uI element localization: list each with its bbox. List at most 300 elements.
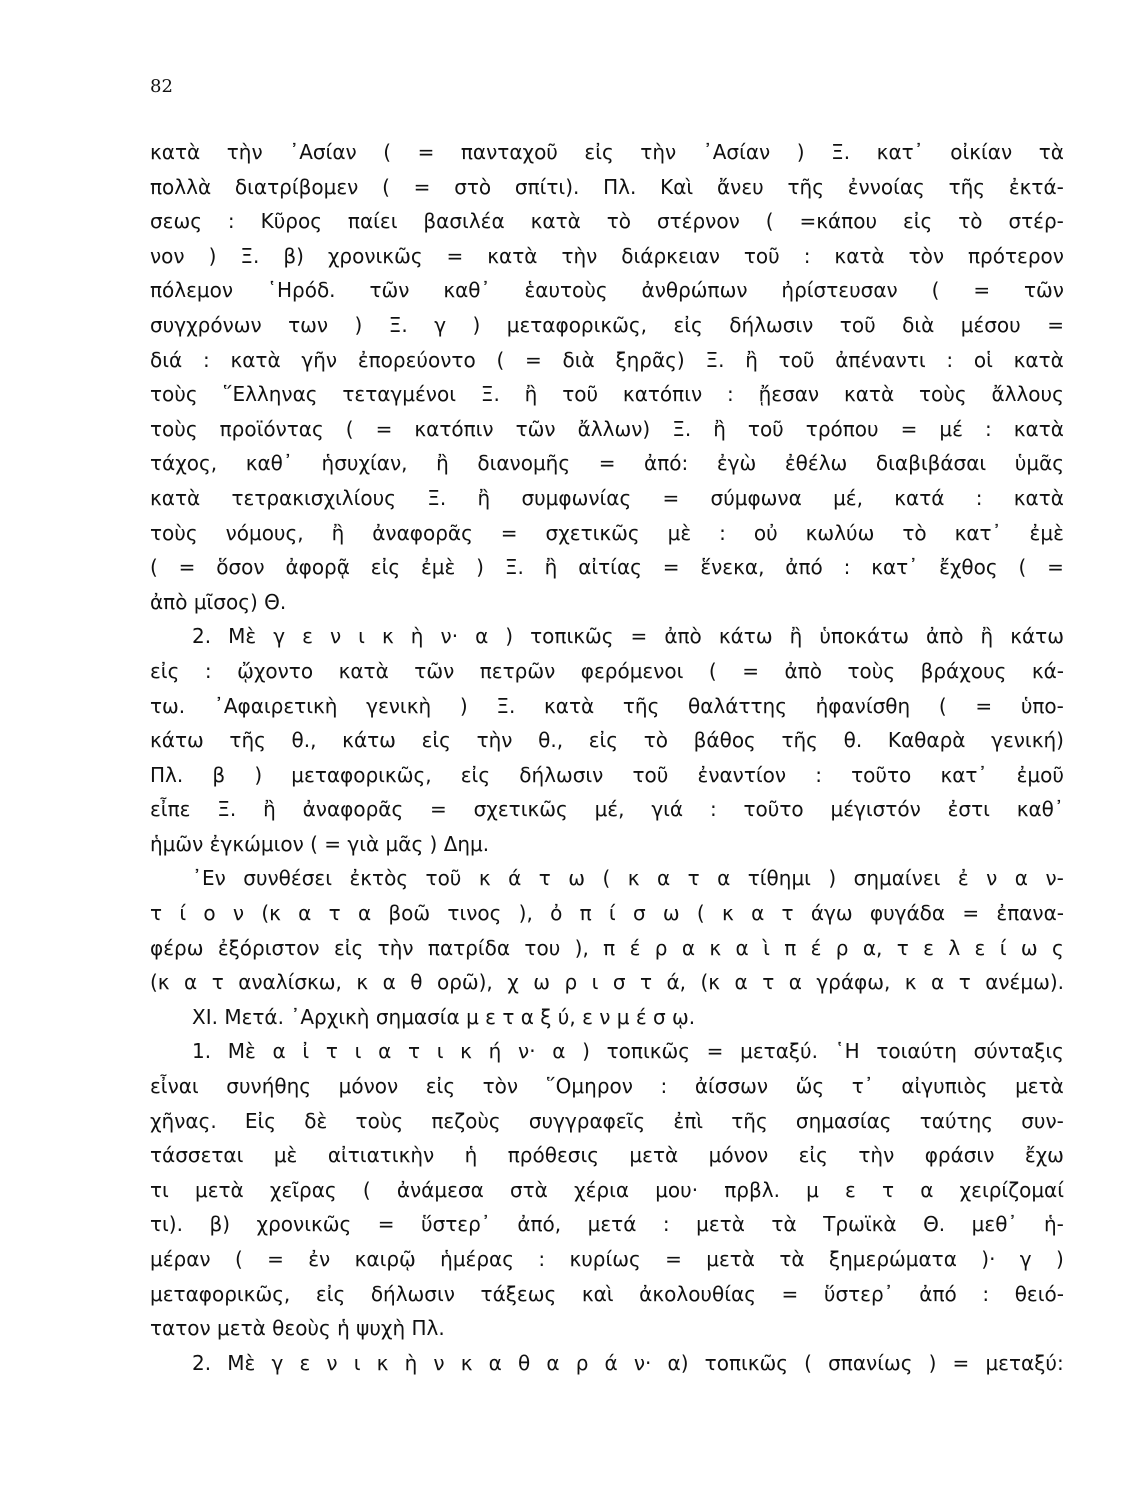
text-line	[150, 827, 1064, 862]
word: γ	[1019, 1247, 1032, 1271]
word: ἀφορᾷ	[285, 555, 350, 580]
word: =	[598, 451, 616, 476]
word: τῆς	[731, 1108, 768, 1133]
word: εἰς	[333, 935, 364, 960]
word: τῆς	[781, 728, 818, 753]
word: ν	[232, 901, 245, 926]
word: ι	[436, 1039, 444, 1064]
word: α	[681, 935, 695, 960]
word: α	[788, 970, 802, 995]
word: ἠρίστευσαν	[781, 278, 898, 303]
word: κ	[478, 866, 491, 891]
word: κ	[356, 970, 369, 995]
word: μόνον	[338, 1074, 399, 1099]
word: κ	[460, 1039, 472, 1064]
word: ί	[608, 901, 616, 926]
word: ἀπό	[919, 1281, 957, 1306]
word: =	[962, 901, 980, 926]
word: 1.	[192, 1039, 212, 1064]
word: =	[973, 278, 991, 303]
word: μὲ	[273, 1143, 298, 1168]
word: κατά	[894, 485, 945, 510]
word: ρ	[654, 935, 668, 960]
word: τινος	[447, 901, 502, 926]
word: ἀπὸ	[925, 624, 964, 649]
word: Ξ.	[672, 416, 692, 441]
word: ἔχω	[1024, 1143, 1064, 1168]
text-line	[150, 1207, 1064, 1242]
word: Πλ.	[150, 762, 184, 787]
word: :	[984, 416, 992, 441]
word: ω	[568, 866, 585, 891]
word: μετὰ	[194, 1177, 244, 1202]
word: εἶναι	[150, 1074, 199, 1099]
word: ο	[203, 901, 216, 926]
word: Θ.	[923, 1212, 946, 1237]
word: σημασίας	[795, 1108, 892, 1133]
word: μεταξύ.	[740, 1039, 818, 1064]
word: μόνον	[708, 1143, 769, 1168]
text-line	[150, 931, 1064, 966]
word: φερόμενοι	[580, 658, 684, 683]
word: διὰ	[902, 312, 935, 337]
word: τ	[328, 901, 341, 926]
word: ω	[533, 970, 551, 995]
word: α	[546, 1350, 560, 1375]
text-line	[150, 792, 1064, 827]
word: ἄνευ	[716, 174, 764, 199]
word: κάτω	[718, 624, 773, 649]
word: ν-	[1045, 866, 1064, 891]
word: τὴν	[226, 140, 263, 164]
text-line	[150, 1277, 1064, 1312]
word: ι	[358, 624, 365, 649]
word: εἰς	[150, 658, 180, 683]
word: γενική)	[991, 728, 1064, 753]
word: συνήθης	[226, 1074, 312, 1099]
word: ),	[574, 935, 589, 960]
word: τοῦτο	[851, 762, 912, 787]
text-line	[150, 965, 1064, 1000]
word: πετρῶν	[479, 658, 556, 683]
word: θ.,	[291, 728, 317, 753]
word: γῆν	[301, 347, 338, 372]
word: )·	[981, 1247, 996, 1271]
word: (	[804, 1350, 812, 1375]
word: γράφω,	[816, 970, 891, 995]
word: :	[982, 1281, 990, 1306]
word: τίθημι	[747, 866, 811, 891]
word: ι	[354, 1039, 362, 1064]
word: τοῦ	[562, 382, 599, 407]
word: τὸ	[958, 209, 983, 234]
word: Καὶ	[660, 174, 694, 199]
word: ἢ	[477, 485, 491, 510]
word: κατ᾿	[954, 520, 1002, 545]
word: τοὺς	[355, 1108, 404, 1133]
word: =	[500, 520, 518, 545]
word: οὐ	[753, 520, 778, 545]
word: σχετικῶς	[473, 797, 568, 822]
word: α	[735, 935, 749, 960]
word: μέ,	[833, 485, 863, 510]
word: στὸ	[454, 174, 492, 199]
text-line	[150, 343, 1064, 378]
word: τὸ	[902, 520, 927, 545]
word: α	[734, 970, 748, 995]
word: Μὲ	[227, 1039, 256, 1064]
word: ν	[329, 624, 342, 649]
word: ᾔεσαν	[758, 382, 820, 407]
word: κατὰ	[338, 658, 389, 683]
word: μέραν	[150, 1247, 211, 1271]
word: στὰ	[509, 1177, 548, 1202]
word: κατὰ	[834, 243, 885, 268]
text-line	[150, 135, 1064, 170]
word: σπανίως	[828, 1350, 913, 1375]
word: πρβλ.	[724, 1177, 780, 1202]
word: τ	[882, 1177, 895, 1202]
word: κατὰ	[1013, 416, 1064, 441]
word: ν·	[440, 624, 459, 649]
text-line	[150, 1104, 1064, 1139]
word: βοῶ	[388, 901, 431, 926]
word: συγχρόνων	[150, 312, 262, 337]
word: τὴν	[561, 243, 598, 268]
word: β)	[283, 243, 304, 268]
text-line-content: τατον μετὰ θεοὺς ἡ ψυχὴ Πλ.	[150, 1316, 445, 1341]
word: τὸ	[606, 209, 632, 234]
word: γ	[434, 312, 447, 337]
word: του	[524, 935, 561, 960]
text-line	[150, 1000, 1064, 1035]
word: τοῦτο	[743, 797, 804, 822]
word: ἐστι	[947, 797, 990, 822]
word: Ξ.	[240, 243, 260, 268]
text-line	[150, 412, 1064, 447]
word: ί	[999, 935, 1007, 960]
word: ε	[845, 1177, 856, 1202]
word: (	[383, 140, 392, 164]
word: σπίτι).	[514, 174, 580, 199]
word: τῶν	[369, 278, 410, 303]
word: σύμφωνα	[710, 485, 802, 510]
word: ε	[302, 624, 313, 649]
word: )	[254, 762, 263, 787]
word: τρόπου	[805, 416, 879, 441]
word: ἢ	[544, 555, 558, 580]
text-line-content: ἀπὸ μῖσος) Θ.	[150, 589, 287, 614]
word: α	[382, 970, 396, 995]
text-line	[150, 308, 1064, 343]
text-line	[150, 516, 1064, 551]
word: ),	[518, 901, 533, 926]
text-line	[150, 723, 1064, 758]
word: ἄλλων)	[577, 416, 651, 441]
word: (	[765, 209, 774, 234]
word: :	[719, 520, 726, 545]
word: σ	[612, 970, 626, 995]
word: ᾤχοντο	[237, 658, 314, 683]
word: τ	[896, 935, 909, 960]
word: οἱ	[973, 347, 993, 372]
text-line	[150, 481, 1064, 516]
word: σύνταξις	[973, 1039, 1064, 1064]
word: (	[150, 555, 158, 580]
word: μ	[806, 1177, 819, 1202]
word: ῾Η	[834, 1039, 860, 1064]
word: διά	[150, 347, 183, 372]
word: τὸν	[482, 1074, 519, 1099]
word: κάτω	[1010, 624, 1064, 649]
word: τ	[211, 970, 224, 995]
word: (	[938, 693, 947, 718]
text-line	[150, 896, 1064, 931]
word: χρονικῶς	[327, 243, 423, 268]
word: κ	[722, 901, 734, 926]
word: ἀπὸ	[784, 658, 822, 683]
word: κατόπιν	[414, 416, 494, 441]
word: καὶ	[581, 1281, 614, 1306]
word: καιρῷ	[354, 1247, 416, 1271]
word: Ξ.	[504, 555, 524, 580]
word: ἰ	[302, 1039, 310, 1064]
word: τὰ	[771, 1212, 797, 1237]
word: τοὺς	[919, 382, 967, 407]
word: :	[803, 243, 811, 268]
word: α	[552, 1039, 566, 1064]
word: )	[476, 555, 484, 580]
word: (κ	[150, 970, 170, 995]
text-line-content: ἡμῶν ἐγκώμιον ( = γιὰ μᾶς ) Δημ.	[150, 831, 490, 856]
word: κ	[460, 1350, 473, 1375]
word: στέρ-	[1008, 209, 1064, 234]
word: :	[843, 555, 851, 580]
word: ν·	[518, 1039, 536, 1064]
word: ῞Ελληνας	[222, 382, 318, 407]
word: τ	[325, 1039, 338, 1064]
word: τεταγμένοι	[342, 382, 456, 407]
word: δὲ	[304, 1108, 328, 1133]
word: ἔχθος	[939, 555, 998, 580]
word: ῾Ηρόδ.	[266, 278, 336, 303]
word: κατ᾿	[876, 140, 924, 164]
word: τὸ	[643, 728, 668, 753]
page-number: 82	[150, 76, 173, 97]
word: )	[928, 1350, 937, 1375]
word: τάσσεται	[150, 1143, 244, 1168]
word: ι	[591, 970, 599, 995]
word: (	[708, 658, 717, 683]
word: τοὺς	[150, 382, 198, 407]
word: α	[751, 901, 765, 926]
word: ω	[662, 901, 680, 926]
word: τῶν	[414, 658, 455, 683]
word: ἐθέλω	[784, 451, 848, 476]
word: βράχους	[920, 658, 1007, 683]
word: μέγιστόν	[830, 797, 921, 822]
word: τ᾿	[851, 1074, 874, 1099]
word: ῞Ομηρον	[545, 1074, 633, 1099]
text-line	[150, 1346, 1064, 1381]
word: τῆς	[948, 174, 986, 199]
word: ἐπανα-	[996, 901, 1064, 926]
word: τοῦ	[747, 416, 784, 441]
word: α	[717, 866, 731, 891]
word: ὕστερ᾿	[823, 1281, 894, 1306]
word: =	[1047, 312, 1064, 337]
word: κατὰ	[150, 140, 201, 164]
word: θειό-	[1014, 1281, 1064, 1306]
word: τοῦ	[632, 762, 669, 787]
word: ι	[353, 1350, 361, 1375]
word: καθ᾿	[245, 451, 293, 476]
word: τοπικῶς	[530, 624, 614, 649]
word: μου·	[655, 1177, 699, 1202]
word: χῆνας.	[150, 1108, 217, 1133]
word: τοῦ	[425, 866, 462, 891]
word: φράσιν	[924, 1143, 995, 1168]
word: ς	[1051, 935, 1064, 960]
word: ἐξόριστον	[217, 935, 320, 960]
word: α	[931, 970, 945, 995]
body-text	[150, 135, 1064, 1380]
word: πόλεμον	[150, 278, 234, 303]
word: κατ᾿	[940, 762, 988, 787]
word: α	[920, 1177, 934, 1202]
word: κατὰ	[487, 243, 538, 268]
word: πεζοὺς	[431, 1108, 501, 1133]
word: )	[505, 624, 514, 649]
word: κωλύω	[805, 520, 875, 545]
word: κάτω	[150, 728, 204, 753]
word: ἄλλους	[991, 382, 1064, 407]
word: χ	[507, 970, 519, 995]
word: )	[796, 140, 805, 164]
word: γ	[271, 1350, 284, 1375]
word: ἐπορεύοντο	[357, 347, 476, 372]
word: χέρια	[574, 1177, 630, 1202]
word: )	[582, 1039, 590, 1064]
word: Μὲ	[228, 624, 257, 649]
word: π	[784, 935, 797, 960]
word: μεθ᾿	[971, 1212, 1018, 1237]
word: οἰκίαν	[950, 140, 1013, 164]
word: τοιαύτη	[876, 1039, 957, 1064]
word: )	[1056, 1247, 1064, 1271]
word: τ	[640, 970, 653, 995]
word: γ	[273, 624, 286, 649]
word: σχετικῶς	[545, 520, 640, 545]
word: ᾿Αφαιρετικὴ	[213, 693, 338, 718]
word: βασιλέα	[423, 209, 505, 234]
word: τ	[538, 866, 551, 891]
word: ἀνάμεσα	[396, 1177, 484, 1202]
word: λ	[948, 935, 961, 960]
word: τὰ	[1038, 140, 1064, 164]
word: φέρω	[150, 935, 204, 960]
word: α	[475, 624, 489, 649]
word: ἢ	[263, 797, 276, 822]
word: ὑπο-	[1020, 693, 1064, 718]
word: κατὰ	[150, 485, 201, 510]
word: ᾿Εν	[192, 866, 226, 891]
word: κατὰ	[1013, 485, 1064, 510]
word: μεταξύ:	[985, 1350, 1064, 1375]
word: εἰς	[460, 762, 491, 787]
word: =	[446, 243, 464, 268]
word: (	[382, 174, 390, 199]
word: ἡσυχίαν,	[321, 451, 408, 476]
word: ξημερώματα	[828, 1247, 957, 1271]
word: ταύτης	[919, 1108, 994, 1133]
word: α	[378, 1039, 392, 1064]
word: χρονικῶς	[256, 1212, 352, 1237]
word: ε	[974, 935, 986, 960]
word: σεως	[150, 209, 202, 234]
word: δήλωσιν	[370, 1281, 455, 1306]
word: ἡ	[464, 1143, 478, 1168]
word: Ξ.	[427, 485, 447, 510]
word: τ	[150, 901, 163, 926]
word: ἐ	[957, 866, 969, 891]
word: εἰς	[370, 555, 401, 580]
word: :	[202, 347, 210, 372]
word: =	[430, 797, 447, 822]
word: Ξ.	[217, 797, 237, 822]
word: άγω	[810, 901, 853, 926]
word: =	[413, 174, 431, 199]
word: μετὰ	[696, 1212, 745, 1237]
word: ἀπέναντι	[835, 347, 926, 372]
text-line	[150, 1311, 1064, 1346]
word: =	[417, 140, 435, 164]
word: Κῦρος	[260, 209, 322, 234]
word: βάθος	[693, 728, 756, 753]
text-line	[150, 689, 1064, 724]
word: ὕστερ᾿	[421, 1212, 491, 1237]
word: νον	[150, 243, 185, 268]
word: τὴν	[476, 728, 513, 753]
word: ἀπό	[785, 555, 823, 580]
word: μετὰ	[706, 1247, 755, 1271]
word: χειρίζομαί	[959, 1177, 1064, 1202]
word: =	[630, 624, 648, 649]
word: ἐπὶ	[673, 1108, 704, 1133]
text-line	[150, 619, 1064, 654]
word: =	[781, 1281, 799, 1306]
word: =	[377, 1212, 395, 1237]
word: Ξ.	[831, 140, 851, 164]
word: ἀπό:	[644, 451, 689, 476]
word: ν	[326, 1350, 338, 1375]
word: :	[538, 1247, 546, 1271]
word: Ξ.	[496, 693, 516, 718]
word: εἰς	[584, 140, 614, 164]
word: ἢ	[436, 451, 449, 476]
word: νόμους,	[225, 520, 304, 545]
word: ρ	[835, 935, 849, 960]
word: πρόθεσις	[507, 1143, 599, 1168]
word: :	[660, 1074, 668, 1099]
word: τοπικῶς	[704, 1350, 789, 1375]
word: καθ᾿	[443, 278, 491, 303]
word: ὀ	[550, 901, 563, 926]
text-line	[150, 170, 1064, 205]
word: ἐμὲ	[420, 555, 456, 580]
word: α	[357, 901, 372, 926]
word: ἢ	[980, 624, 994, 649]
